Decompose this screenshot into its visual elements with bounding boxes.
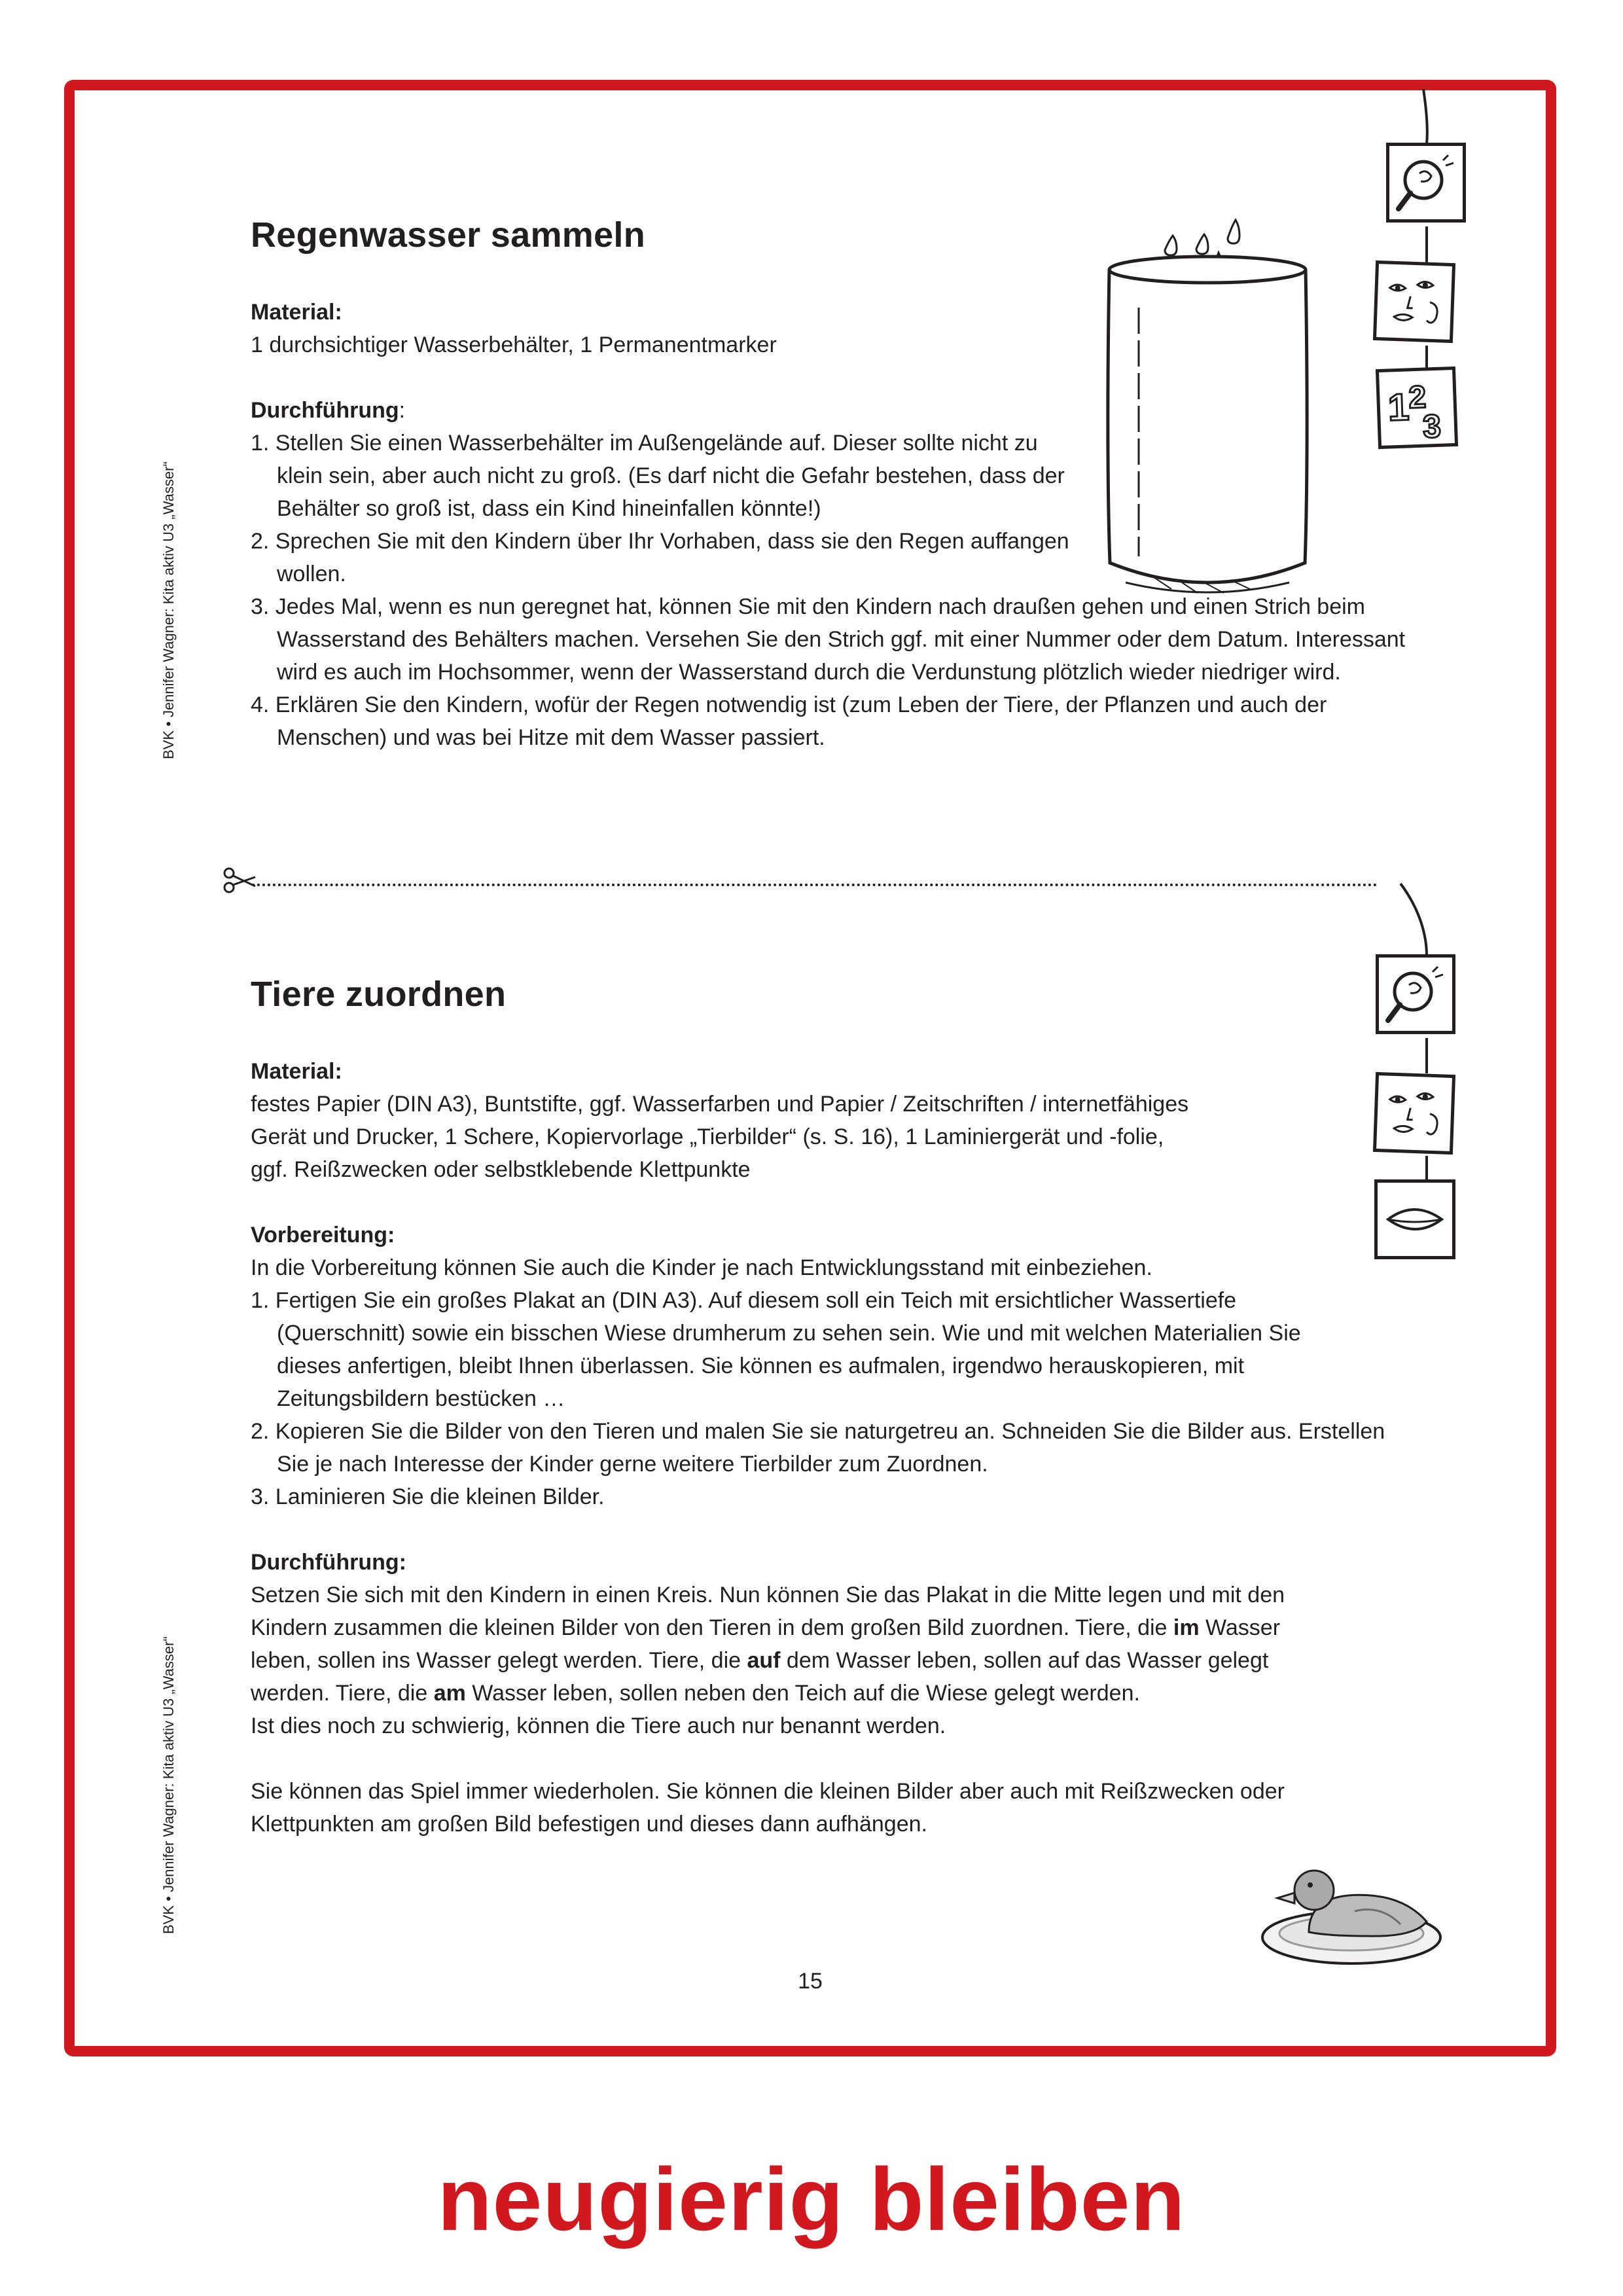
section1-steps (251, 427, 1406, 754)
duck-illustration (1257, 1859, 1453, 1977)
emphasis-am: am (433, 1681, 466, 1706)
section1-material-text: 1 durchsichtiger Wasserbehälter, 1 Permanentmarker (251, 332, 777, 357)
section1-procedure-label: Durchführung (251, 398, 399, 423)
page-number: 15 (798, 1969, 823, 1994)
side-credit-bottom: BVK • Jennifer Wagner: Kita aktiv U3 „Wasser“ (160, 1636, 177, 1934)
section1-title: Regenwasser sammeln (251, 215, 645, 255)
emphasis-im: im (1173, 1615, 1200, 1640)
section2-procedure-line5: Ist dies noch zu schwierig, können die Tiere auch nur benannt werden. (251, 1713, 946, 1738)
section1-material-label: Material: (251, 300, 342, 325)
side-credit-top: BVK • Jennifer Wagner: Kita aktiv U3 „Wasser“ (160, 461, 177, 759)
scissors-icon (223, 863, 258, 898)
emphasis-auf: auf (747, 1648, 781, 1673)
section-tiere-zuordnen (251, 974, 1402, 1840)
section1-step-3: 3. Jedes Mal, wenn es nun geregnet hat, können Sie mit den Kindern nach draußen gehen und einen Strich beim Wasserstand des Behälters machen. Versehen Sie den Strich ggf. mit einer Nummer oder dem Datum. Interessant wird es auch im Hochsommer, wenn der Wasserstand durch die Verdunstung plötzlich wieder niedriger wird. (251, 594, 1406, 685)
section2-prep-intro: In die Vorbereitung können Sie auch die Kinder je nach Entwicklungsstand mit einbeziehen. (251, 1255, 1152, 1280)
section2-material-line-3: ggf. Reißzwecken oder selbstklebende Klettpunkte (251, 1157, 751, 1182)
slogan: neugierig bleiben (437, 2149, 1186, 2249)
section2-prep-step-2: 2. Kopieren Sie die Bilder von den Tieren und malen Sie sie naturgetreu an. Schneiden Sie die Bilder aus. Erstellen Sie je nach Interesse der Kinder gerne weitere Tierbilder zum Zuordnen. (251, 1419, 1385, 1477)
section2-material-line-2: Gerät und Drucker, 1 Schere, Kopiervorlage „Tierbilder“ (s. S. 16), 1 Laminiergerät und -folie, (251, 1124, 1164, 1149)
section2-prep-step-1: 1. Fertigen Sie ein großes Plakat an (DIN A3). Auf diesem soll ein Teich mit ersichtlicher Wassertiefe (Querschnitt) sowie ein bisschen Wiese drumherum zu sehen sein. Wie und mit welchen Materialien Sie dieses anfertigen, bleibt Ihnen überlassen. Sie können es aufmalen, irgendwo herauskopieren, mit Zeitungsbildern bestücken … (251, 1288, 1301, 1411)
svg-text:2: 2 (1408, 380, 1427, 416)
magnifier-icon (1386, 143, 1466, 223)
section2-procedure-label: Durchführung: (251, 1550, 406, 1575)
section1-step-4: 4. Erklären Sie den Kindern, wofür der Regen notwendig ist (zum Leben der Tiere, der Pflanzen und auch der Menschen) und was bei Hitze mit dem Wasser passiert. (251, 692, 1327, 750)
section1-step-2: 2. Sprechen Sie mit den Kindern über Ihr Vorhaben, dass sie den Regen auffangen wollen. (251, 529, 1069, 586)
section2-closing-text: Sie können das Spiel immer wiederholen. Sie können die kleinen Bilder aber auch mit Reißzwecken oder Klettpunkten am großen Bild befestigen und dieses dann aufhängen. (251, 1779, 1285, 1837)
section2-material-label: Material: (251, 1059, 342, 1084)
section-regenwasser (251, 215, 1406, 754)
section1-procedure-colon: : (399, 398, 406, 423)
svg-text:3: 3 (1422, 407, 1442, 445)
svg-text:1: 1 (1387, 386, 1410, 429)
section2-prep-step-3: 3. Laminieren Sie die kleinen Bilder. (251, 1484, 605, 1509)
section2-material-line-1: festes Papier (DIN A3), Buntstifte, ggf. Wasserfarben und Papier / Zeitschriften / internetfähiges (251, 1092, 1189, 1117)
section2-procedure-text: Setzen Sie sich mit den Kindern in einen Kreis. Nun können Sie das Plakat in die Mitte legen und mit den Kindern zusammen die kleinen Bilder von den Tieren in dem großen Bild zuordnen. Tiere, die im Wasser leben, sollen ins Wasser gelegt werden. Tiere, die auf dem Wasser leben, sollen auf das Wasser gelegt werden. Tiere, die am Wasser leben, sollen neben den Teich auf die Wiese gelegt werden. (251, 1583, 1285, 1706)
cut-line (252, 884, 1378, 886)
section1-step-1: 1. Stellen Sie einen Wasserbehälter im Außengelände auf. Dieser sollte nicht zu klein sein, aber auch nicht zu groß. (Es darf nicht die Gefahr bestehen, dass der Behälter so groß ist, dass ein Kind hineinfallen könnte!) (251, 431, 1065, 521)
section2-prep-label: Vorbereitung: (251, 1223, 395, 1247)
section2-prep-steps (251, 1284, 1402, 1513)
section2-title: Tiere zuordnen (251, 975, 507, 1014)
